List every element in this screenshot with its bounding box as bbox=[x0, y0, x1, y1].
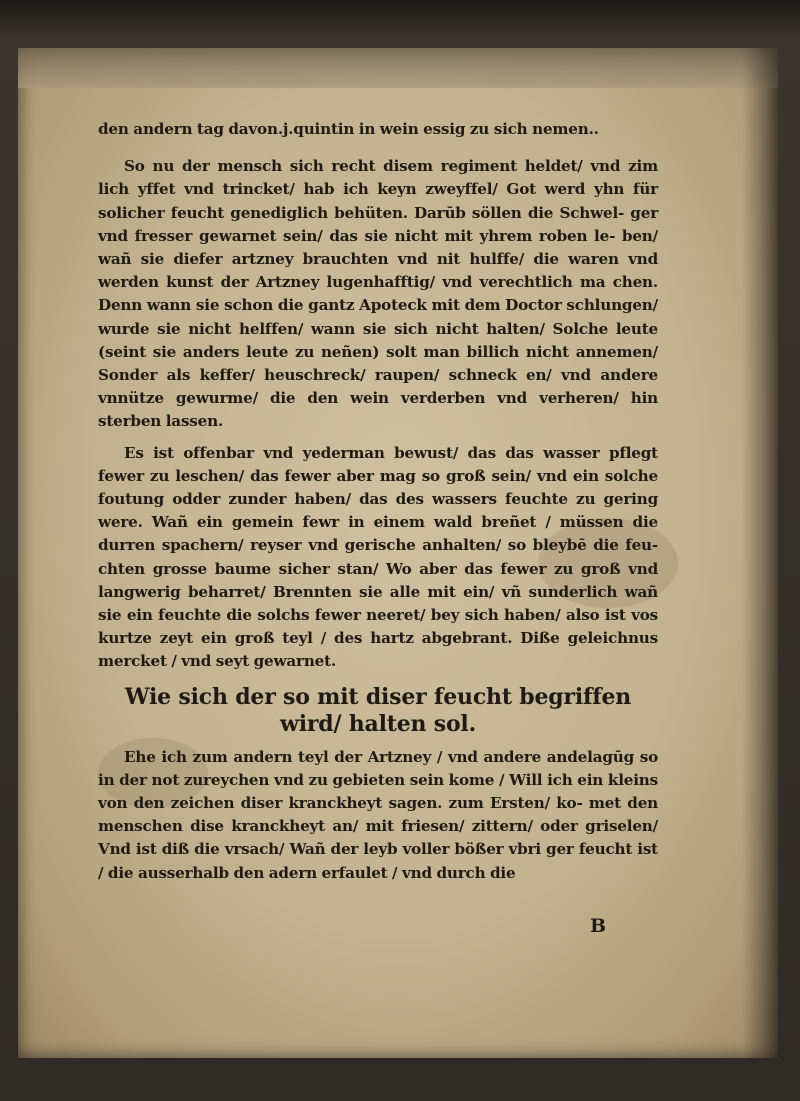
section-heading bbox=[98, 684, 658, 738]
heading-line-2: wird/ halten sol. bbox=[279, 710, 477, 737]
page-text-block bbox=[98, 118, 658, 885]
previous-page-edge bbox=[18, 48, 778, 88]
page-spine-shadow bbox=[742, 48, 778, 1058]
signature-mark: B bbox=[590, 915, 607, 937]
paragraph-2: Es ist offenbar vnd yederman bewust/ das das wasser pflegt fewer zu leschen/ das fewer aber mag so groß sein/ vnd ein solche foutung odder zunder haben/ das des wassers feuchte zu gering were. Wañ ein gemein fewr in einem wald breñet / müssen die durren spachern/ reyser vnd gerische anhalten/ so bleybē die feu- chten grosse baume sicher stan/ Wo aber das fewer zu groß vnd langwerig beharret/ Brennten sie alle mit ein/ vñ sunderlich wañ sie ein feuchte die solchs fewer neeret/ bey sich haben/ also ist vos kurtze zeyt ein groß teyl / des hartz abgebrant. Diße geleichnus mercket / vnd seyt gewarnet. bbox=[98, 443, 658, 671]
opening-line: den andern tag davon.j.quintin in wein essig zu sich nemen.. bbox=[98, 120, 599, 138]
paragraph-3: Ehe ich zum andern teyl der Artzney / vnd andere andelagūg so in der not zureychen vnd zu gebieten sein kome / Will ich ein kleins von den zeichen diser kranckheyt sagen. zum Ersten/ ko- met den menschen dise kranckheyt an/ mit friesen/ zittern/ oder griselen/ Vnd ist diß die vrsach/ Wañ der leyb voller bößer vbri ger feucht ist / die ausserhalb den adern erfaulet / vnd durch die bbox=[98, 747, 658, 882]
heading-line-1: Wie sich der so mit diser feucht begriffen bbox=[124, 683, 632, 710]
paragraph-1: So nu der mensch sich recht disem regiment heldet/ vnd zim lich yffet vnd trincket/ hab ich keyn zweyffel/ Got werd yhn für solicher feucht genediglich behüten. Darūb söllen die Schwel- ger vnd fresser gewarnet sein/ das sie nicht mit yhrem roben le- ben/ wañ sie diefer artzney brauchten vnd nit hulffe/ die waren vnd werden kunst der Artzney lugenhafftig/ vnd verechtlich ma chen. Denn wann sie schon die gantz Apoteck mit dem Doctor schlungen/ wurde sie nicht helffen/ wann sie sich nicht halten/ Solche leute (seint sie anders leute zu neñen) solt man billich nicht annemen/ Sonder als keffer/ heuschreck/ raupen/ schneck en/ vnd andere vnnütze gewurme/ die den wein verderben vnd verheren/ hin sterben lassen. bbox=[98, 157, 658, 431]
